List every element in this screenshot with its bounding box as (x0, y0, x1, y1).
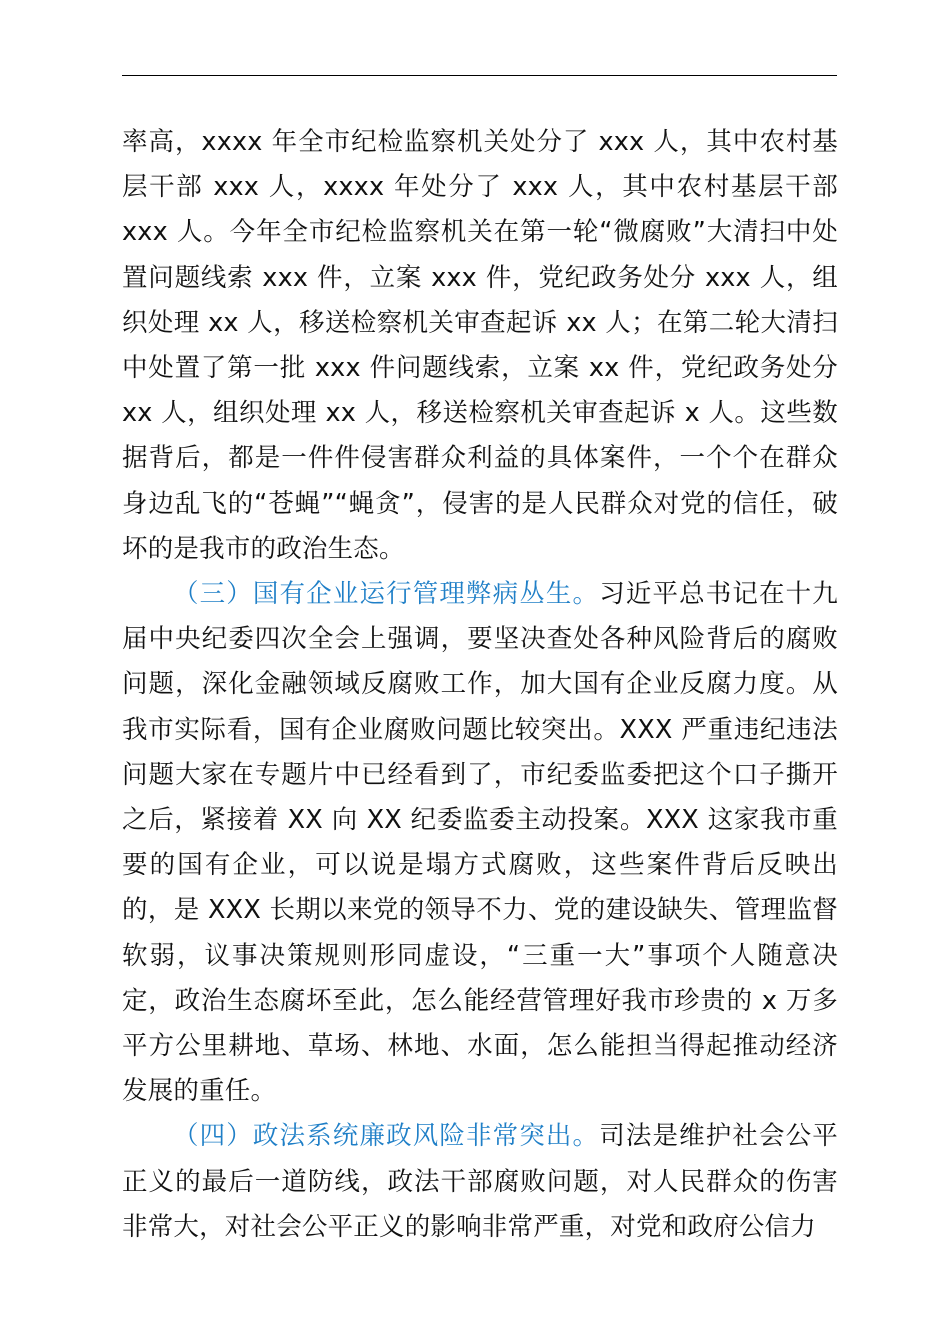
section-heading-3: （三）国有企业运行管理弊病丛生。 (173, 579, 600, 610)
header-rule (122, 75, 837, 76)
section-heading-4: （四）政法系统廉政风险非常突出。 (173, 1121, 600, 1152)
paragraph-2-text: 习近平总书记在十九届中央纪委四次全会上强调，要坚决查处各种风险背后的腐败问题，深化金融领域反腐败工作，加大国有企业反腐力度。从我市实际看，国有企业腐败问题比较突出。XXX 严重违纪违法问题大家在专题片中已经看到了，市纪委监委把这个口子撕开之后，紧接着 XX 向 XX 纪委监委主动投案。XXX 这家我市重要的国有企业，可以说是塌方式腐败，这些案件背后反映出的，是 XXX 长期以来党的领导不力、党的建设缺失、管理监督软弱，议事决策规则形同虚设，“三重一大”事项个人随意决定，政治生态腐坏至此，怎么能经营管理好我市珍贵的 x 万多平方公里耕地、草场、林地、水面，怎么能担当得起推动经济发展的重任。 (122, 579, 838, 1107)
paragraph-3 (122, 1114, 838, 1250)
paragraph-1-text: 率高，xxxx 年全市纪检监察机关处分了 xxx 人，其中农村基层干部 xxx 人，xxxx 年处分了 xxx 人，其中农村基层干部 xxx 人。今年全市纪检监察机关在第一轮“微腐败”大清扫中处置问题线索 xxx 件，立案 xxx 件，党纪政务处分 xxx 人，组织处理 xx 人，移送检察机关审查起诉 xx 人；在第二轮大清扫中处置了第一批 xxx 件问题线索，立案 xx 件，党纪政务处分 xx 人，组织处理 xx 人，移送检察机关审查起诉 x 人。这些数据背后，都是一件件侵害群众利益的具体案件，一个个在群众身边乱飞的“苍蝇”“蝇贪”，侵害的是人民群众对党的信任，破坏的是我市的政治生态。 (122, 127, 838, 564)
paragraph-1 (122, 120, 838, 572)
paragraph-3-text: 司法是维护社会公平正义的最后一道防线，政法干部腐败问题，对人民群众的伤害非常大，对社会公平正义的影响非常严重，对党和政府公信力 (122, 1121, 838, 1242)
document-body (122, 120, 838, 1250)
paragraph-2 (122, 572, 838, 1114)
